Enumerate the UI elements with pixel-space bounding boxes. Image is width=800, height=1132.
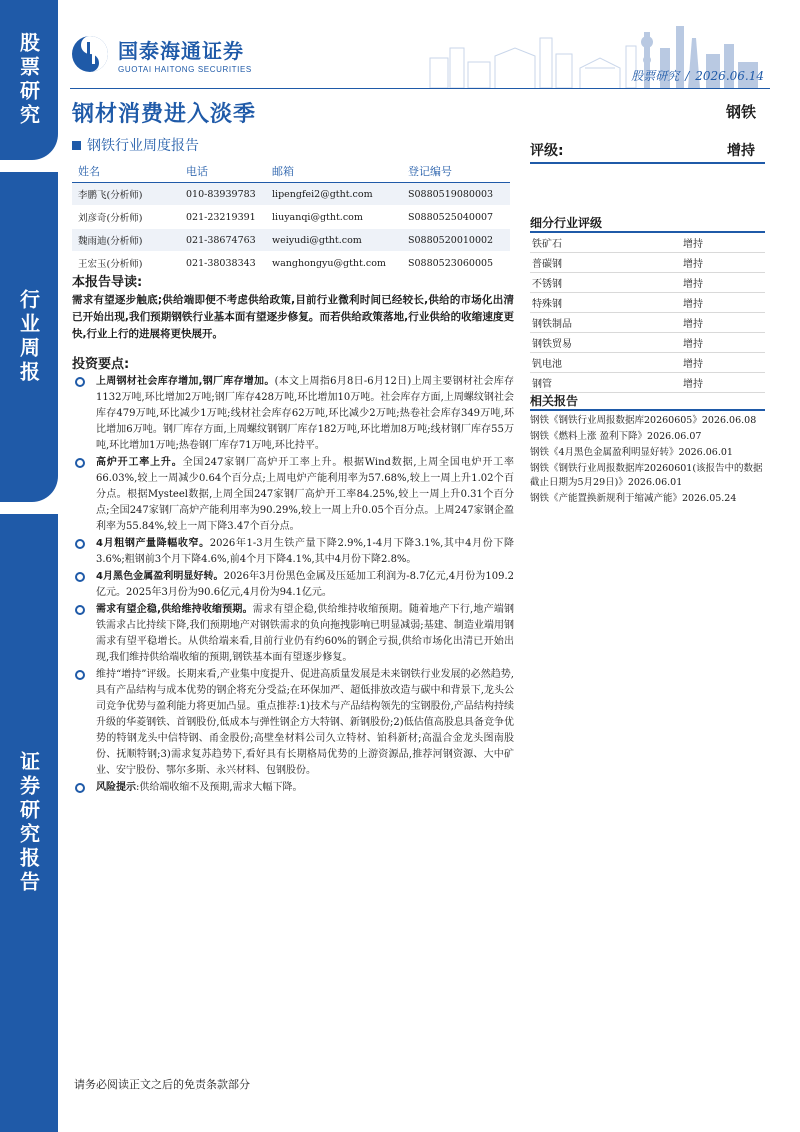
- point-text: 需求有望企稳,供给维持收缩预期。随着地产下行,地产端钢铁需求占比持续下降,我们预期地产对钢铁需求的负向拖拽影响已明显减弱;基建、制造业端用钢需求有望平稳增长。从供给端来看,目前行业仍有约60%的钢企亏损,供给市场化出清已开始出现,我们维持供给端收缩的预期,钢铁基本面有望逐步修复。: [96, 604, 514, 663]
- table-row: [530, 293, 765, 313]
- sub-rating: 增持: [681, 273, 765, 293]
- table-row: [530, 333, 765, 353]
- circle-bullet-icon: [75, 572, 85, 582]
- sidebar-block-stock-research: [0, 0, 58, 160]
- table-row: [72, 206, 510, 229]
- guide-heading: 本报告导读:: [72, 275, 143, 290]
- column-header: 电话: [180, 160, 266, 183]
- table-header-row: [72, 160, 510, 183]
- related-report-link[interactable]: 钢铁《钢铁行业周报数据库20260605》2026.06.08: [530, 415, 757, 426]
- point-text: 全国247家钢厂高炉开工率上升。根据Wind数据,上周全国电炉开工率66.03%,较上一周减少0.64个百分点;上周电炉产能利用率为57.68%,较上一周上升1.02个百分点。根据Mysteel数据,上周全国247家钢厂高炉开工率84.25%,较上一周上升0.31个百分点;全国247家钢厂高炉产能利用率为90.29%,较上一周上升0.05个百分点。上周247家钢企盈利率为55.84%,较上一周下降3.47个百分点。: [96, 457, 514, 532]
- report-type: 股票研究: [631, 69, 680, 83]
- sub-industry: 钢铁贸易: [530, 333, 681, 353]
- sidebar-block-securities-report: [0, 514, 58, 1132]
- disclaimer-footer: 请务必阅读正文之后的免责条款部分: [74, 1078, 250, 1091]
- sidebar-label: 股票研究: [16, 32, 41, 128]
- point-lead: 4月粗钢产量降幅收窄。: [96, 538, 210, 549]
- analyst-reg-no: S0880523060005: [402, 252, 510, 275]
- rating-box: [530, 138, 765, 164]
- point-lead: 高炉开工率上升。: [96, 457, 183, 468]
- rating-label: 评级:: [530, 143, 564, 159]
- related-report-link[interactable]: 钢铁《产能置换新规利于缩减产能》2026.05.24: [530, 493, 737, 504]
- analyst-reg-no: S0880520010002: [402, 229, 510, 252]
- analyst-phone: 021-38674763: [180, 229, 266, 252]
- circle-bullet-icon: [75, 539, 85, 549]
- analyst-email[interactable]: liuyanqi@gtht.com: [266, 206, 402, 229]
- related-report-link[interactable]: 钢铁《钢铁行业周报数据库20260601(该报告中的数据截止日期为5月29日)》2026.06.01: [530, 463, 763, 488]
- report-subtitle: [72, 135, 199, 155]
- list-item: [72, 667, 514, 779]
- logo-chinese-name: 国泰海通证券: [118, 38, 244, 63]
- point-lead: 风险提示: [96, 782, 136, 793]
- point-text: 2026年3月份黑色金属及压延加工利润为-8.7亿元,4月份为109.2亿元。2025年3月份为90.6亿元,4月份为94.1亿元。: [96, 571, 514, 598]
- analyst-name: 魏雨迪(分析师): [72, 229, 180, 252]
- rating-value: 增持: [727, 143, 755, 159]
- table-row: [530, 353, 765, 373]
- header-divider: [70, 88, 770, 89]
- analyst-email[interactable]: wanghongyu@gtht.com: [266, 252, 402, 275]
- sub-industry: 特殊钢: [530, 293, 681, 313]
- circle-bullet-icon: [75, 605, 85, 615]
- sub-industry: 不锈钢: [530, 273, 681, 293]
- sub-rating: 增持: [681, 233, 765, 253]
- company-logo: [70, 34, 252, 74]
- report-title: 钢材消费进入淡季: [72, 102, 257, 127]
- analyst-name: 王宏玉(分析师): [72, 252, 180, 275]
- column-header: 登记编号: [402, 160, 510, 183]
- related-report-link[interactable]: 钢铁《燃料上涨 盈利下降》2026.06.07: [530, 431, 702, 442]
- sub-rating-table: [530, 233, 765, 393]
- point-text: 维持“增持”评级。长期来看,产业集中度提升、促进高质量发展是未来钢铁行业发展的必然趋势,具有产品结构与成本优势的钢企将充分受益;在环保加严、超低排放改造与碳中和背景下,龙头公司竞争优势与盈利能力将更加凸显。重点推荐:1)技术与产品结构领先的宝钢股份,产品结构持续升级的华菱钢铁、首钢股份,低成本与弹性钢企方大特钢、新钢股份;2)低估值高股息具备竞争优势的特钢龙头中信特钢、甬金股份;高壁垒材料公司久立特材、铂科新材;高温合金龙头图南股份、抚顺特钢;3)需求复苏趋势下,看好具有长期格局优势的上游资源品,推荐河钢资源、大中矿业、安宁股份、鄂尔多斯、永兴材料、包钢股份。: [96, 669, 514, 776]
- subtitle-text: 钢铁行业周度报告: [87, 138, 199, 154]
- analyst-name: 刘彦奇(分析师): [72, 206, 180, 229]
- points-heading: 投资要点:: [72, 357, 130, 372]
- circle-bullet-icon: [75, 783, 85, 793]
- related-report-link[interactable]: 钢铁《4月黑色金属盈利明显好转》2026.06.01: [530, 447, 733, 458]
- analyst-table: [72, 160, 510, 275]
- list-item: [72, 374, 514, 454]
- list-item: [72, 569, 514, 601]
- sidebar-label: 行业周报: [16, 289, 41, 385]
- related-reports-list: [530, 414, 766, 508]
- sub-industry: 钒电池: [530, 353, 681, 373]
- analyst-phone: 021-23219391: [180, 206, 266, 229]
- table-row: [72, 183, 510, 206]
- investment-points-list: [72, 374, 514, 797]
- analyst-reg-no: S0880519080003: [402, 183, 510, 206]
- logo-english-name: GUOTAI HAITONG SECURITIES: [118, 64, 252, 74]
- related-heading: 相关报告: [530, 394, 579, 408]
- report-meta: [631, 67, 764, 84]
- list-item: [72, 536, 514, 568]
- table-row: [530, 313, 765, 333]
- logo-mark-icon: [70, 34, 110, 74]
- analyst-phone: 010-83939783: [180, 183, 266, 206]
- report-date: 2026.06.14: [695, 69, 764, 83]
- sub-industry: 钢铁制品: [530, 313, 681, 333]
- column-header: 姓名: [72, 160, 180, 183]
- square-bullet-icon: [72, 141, 81, 150]
- point-text: 2026年1-3月生铁产量下降2.9%,1-4月下降3.1%,其中4月份下降3.6%;粗钢前3个月下降4.6%,前4个月下降4.1%,其中4月份下降2.8%。: [96, 538, 514, 565]
- sub-rating: 增持: [681, 373, 765, 393]
- sub-industry: 普碳钢: [530, 253, 681, 273]
- analyst-email[interactable]: lipengfei2@gtht.com: [266, 183, 402, 206]
- column-header: 邮箱: [266, 160, 402, 183]
- point-text: (本文上周指6月8日-6月12日)上周主要钢材社会库存1132万吨,环比增加2万吨;钢厂库存428万吨,环比增加10万吨。社会库存方面,上周螺纹钢社会库存479万吨,环比减少1万吨;线材社会库存62万吨,环比减少2万吨;热卷社会库存349万吨,环比增加6万吨。钢厂库存方面,上周螺纹钢钢厂库存182万吨,环比增加8万吨;线材钢厂库存55万吨,环比增加1万吨;热卷钢厂库存71万吨,环比持平。: [96, 376, 514, 451]
- analyst-name: 李鹏飞(分析师): [72, 183, 180, 206]
- analyst-phone: 021-38038343: [180, 252, 266, 275]
- table-row: [530, 273, 765, 293]
- sub-rating: 增持: [681, 333, 765, 353]
- list-item: [72, 455, 514, 535]
- point-lead: 上周钢材社会库存增加,钢厂库存增加。: [96, 376, 275, 387]
- sub-rating: 增持: [681, 253, 765, 273]
- point-text: :供给端收缩不及预期,需求大幅下降。: [136, 782, 303, 793]
- point-lead: 需求有望企稳,供给维持收缩预期。: [96, 604, 253, 615]
- sub-industry: 铁矿石: [530, 233, 681, 253]
- sidebar-label: 证券研究报告: [16, 751, 41, 895]
- sub-rating: 增持: [681, 353, 765, 373]
- circle-bullet-icon: [75, 377, 85, 387]
- guide-text: 需求有望逐步触底;供给端即便不考虑供给政策,目前行业微利时间已经较长,供给的市场化出清已开始出现,我们预期钢铁行业基本面有望逐步修复。而若供给政策落地,行业供给的收缩速度更快,行业上行的进展将更快展开。: [72, 294, 514, 340]
- analyst-email[interactable]: weiyudi@gtht.com: [266, 229, 402, 252]
- list-item: [72, 602, 514, 666]
- point-lead: 4月黑色金属盈利明显好转。: [96, 571, 224, 582]
- sub-rating: 增持: [681, 293, 765, 313]
- meta-separator: /: [685, 69, 690, 83]
- analyst-reg-no: S0880525040007: [402, 206, 510, 229]
- sidebar-block-industry-weekly: [0, 172, 58, 502]
- sub-rating: 增持: [681, 313, 765, 333]
- left-sidebar: [0, 0, 58, 1132]
- circle-bullet-icon: [75, 670, 85, 680]
- circle-bullet-icon: [75, 458, 85, 468]
- sector-label: 钢铁: [725, 103, 756, 121]
- table-row: [530, 233, 765, 253]
- related-divider: [530, 409, 765, 411]
- table-row: [530, 253, 765, 273]
- sub-rating-heading: 细分行业评级: [530, 216, 603, 230]
- list-item: [72, 780, 514, 796]
- table-row: [530, 373, 765, 393]
- sub-industry: 钢管: [530, 373, 681, 393]
- table-row: [72, 229, 510, 252]
